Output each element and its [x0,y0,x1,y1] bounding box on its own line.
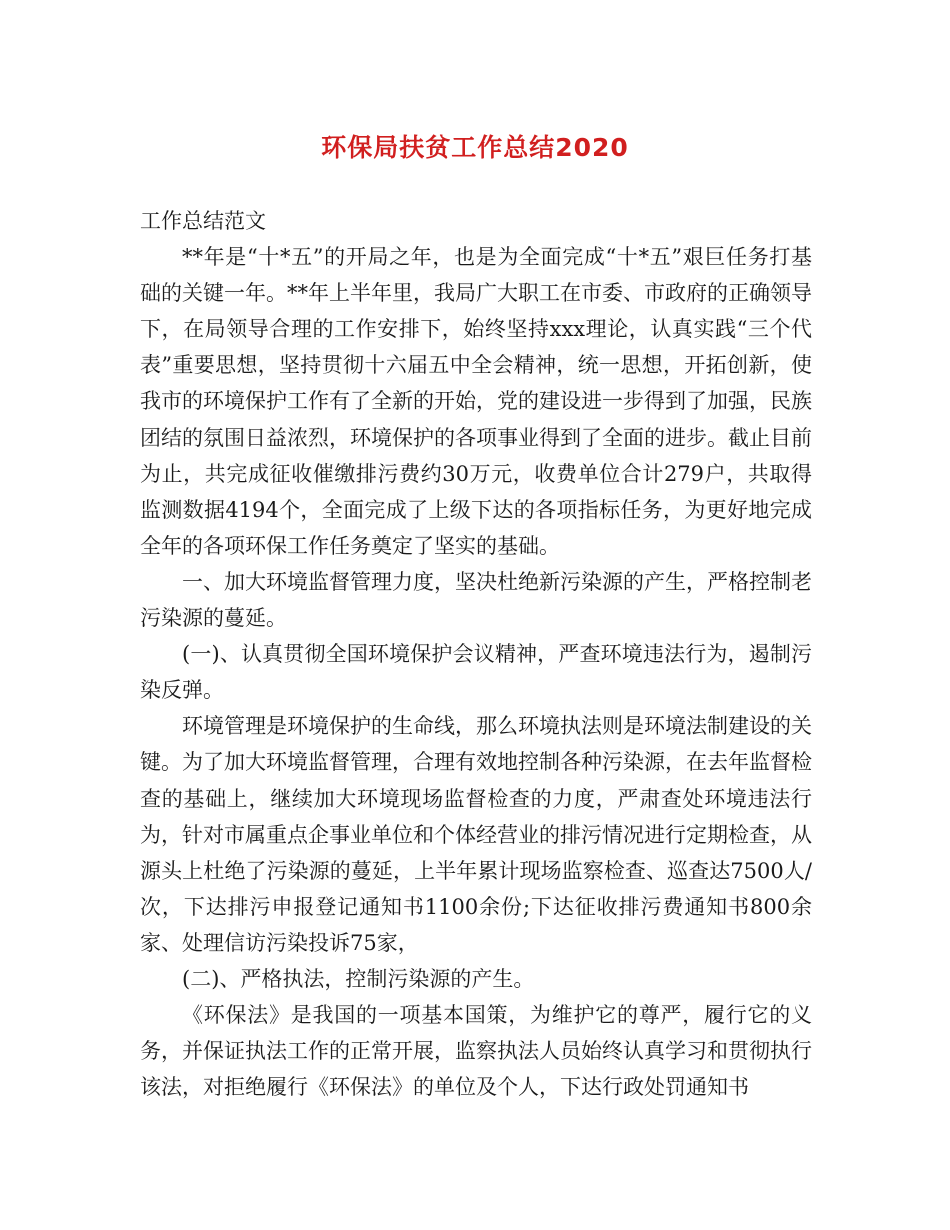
document-body [140,203,812,1105]
subsection-heading-2: (二)、严格执法，控制污染源的产生。 [182,966,535,991]
document-subtitle: 工作总结范文 [140,209,266,233]
section-heading-1: 一、加大环境监督管理力度，坚决杜绝新污染源的产生，严格控制老污染源的蔓延。 [140,569,812,631]
document-title: 环保局扶贫工作总结2020 [321,133,629,162]
paragraph-environment-management: 环境管理是环境保护的生命线，那么环境执法则是环境法制建设的关键。为了加大环境监督管理，合理有效地控制各种污染源，在去年监督检查的基础上，继续加大环境现场监督检查的力度，严肃查处环境违法行为，针对市属重点企事业单位和个体经营业的排污情况进行定期检查，从源头上杜绝了污染源的蔓延，上半年累计现场监察检查、巡查达7500人/次，下达排污申报登记通知书1100余份;下达征收排污费通知书800余家、处理信访污染投诉75家， [140,714,812,955]
paragraph-intro: **年是“十*五”的开局之年，也是为全面完成“十*五”艰巨任务打基础的关键一年。**年上半年里，我局广大职工在市委、市政府的正确领导下，在局领导合理的工作安排下，始终坚持xxx理论，认真实践“三个代表”重要思想，坚持贯彻十六届五中全会精神，统一思想，开拓创新，使我市的环境保护工作有了全新的开始，党的建设进一步得到了加强，民族团结的氛围日益浓烈，环境保护的各项事业得到了全面的进步。截止目前为止，共完成征收催缴排污费约30万元，收费单位合计279户，共取得监测数据4194个，全面完成了上级下达的各项指标任务，为更好地完成全年的各项环保工作任务奠定了坚实的基础。 [140,245,812,558]
subsection-heading-1: (一)、认真贯彻全国环境保护会议精神，严查环境违法行为，遏制污染反弹。 [140,642,812,703]
paragraph-environmental-law: 《环保法》是我国的一项基本国策，为维护它的尊严，履行它的义务，并保证执法工作的正常开展，监察执法人员始终认真学习和贯彻执行该法，对拒绝履行《环保法》的单位及个人，下达行政处罚通知书 [140,1003,812,1100]
